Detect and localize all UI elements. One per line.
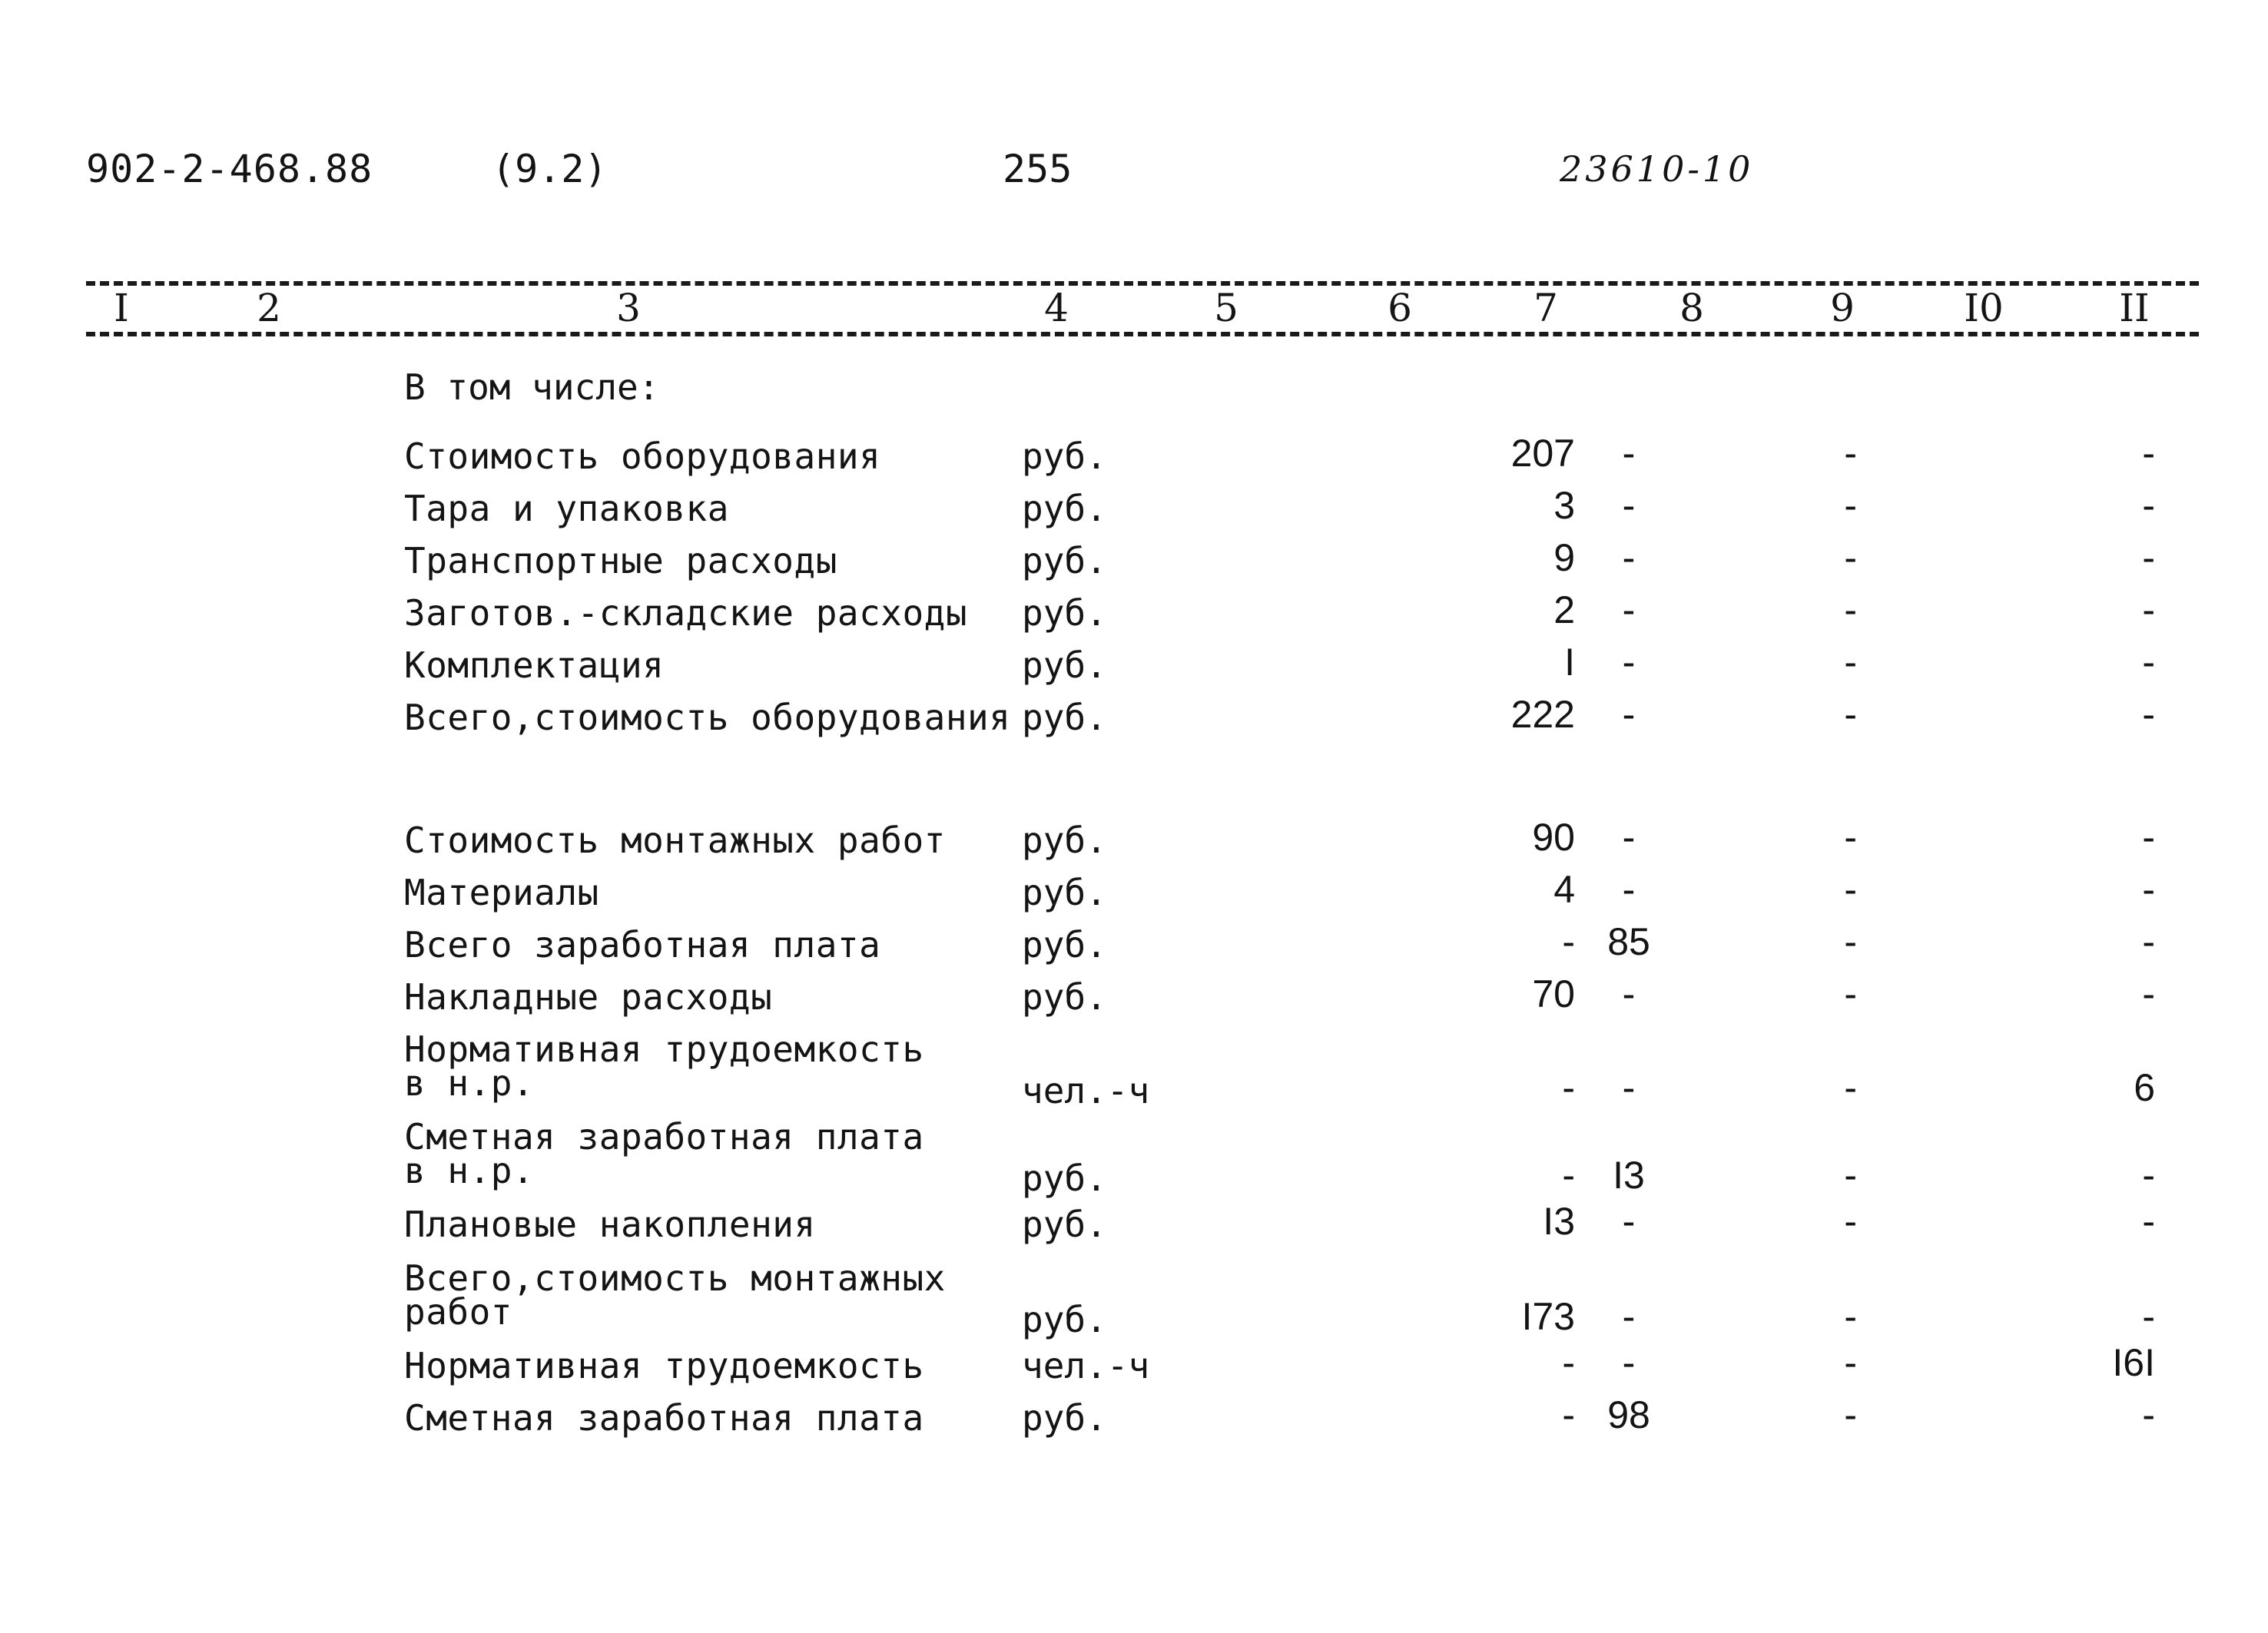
row-label: Материалы bbox=[404, 872, 599, 913]
column-number: I bbox=[114, 286, 129, 330]
row-label: Транспортные расходы bbox=[404, 540, 837, 581]
value-col-11: - bbox=[2142, 1154, 2155, 1197]
value-col-9: - bbox=[1844, 693, 1857, 736]
value-col-11: - bbox=[2142, 588, 2155, 631]
value-col-11: - bbox=[2142, 693, 2155, 736]
row-label: Всего,стоимость оборудования bbox=[404, 697, 1011, 738]
value-col-7: 3 bbox=[1553, 484, 1575, 527]
value-col-7: - bbox=[1562, 1393, 1575, 1436]
value-col-8: - bbox=[1622, 1295, 1636, 1338]
value-col-8: - bbox=[1622, 432, 1636, 475]
value-col-11: - bbox=[2142, 641, 2155, 684]
value-col-7: 9 bbox=[1553, 536, 1575, 579]
value-col-8: - bbox=[1622, 536, 1636, 579]
value-col-9: - bbox=[1844, 588, 1857, 631]
value-col-9: - bbox=[1844, 1295, 1857, 1338]
document-code: 902-2-468.88 bbox=[86, 147, 373, 191]
value-col-9: - bbox=[1844, 1154, 1857, 1197]
row-unit: руб. bbox=[1022, 872, 1107, 913]
value-col-9: - bbox=[1844, 1393, 1857, 1436]
value-col-8: - bbox=[1622, 641, 1636, 684]
value-col-8: - bbox=[1622, 484, 1636, 527]
value-col-8: - bbox=[1622, 868, 1636, 911]
value-col-7: 70 bbox=[1532, 972, 1575, 1015]
row-label: Всего,стоимость монтажных bbox=[404, 1257, 946, 1299]
column-header-bottom-rule bbox=[86, 332, 2199, 336]
row-unit: руб. bbox=[1022, 1158, 1107, 1199]
value-col-7: I3 bbox=[1543, 1200, 1575, 1243]
column-number: 7 bbox=[1534, 286, 1558, 330]
row-label: Накладные расходы bbox=[404, 976, 773, 1018]
value-col-9: - bbox=[1844, 1200, 1857, 1243]
value-col-7: - bbox=[1562, 1154, 1575, 1197]
row-label-continuation: работ bbox=[404, 1291, 512, 1333]
row-label: Заготов.-складские расходы bbox=[404, 592, 968, 634]
section-number: (9.2) bbox=[492, 147, 608, 191]
value-col-7: 222 bbox=[1510, 693, 1575, 736]
value-col-11: - bbox=[2142, 432, 2155, 475]
value-col-7: I bbox=[1564, 641, 1575, 684]
value-col-7: - bbox=[1562, 920, 1575, 963]
value-col-11: - bbox=[2142, 484, 2155, 527]
row-unit: руб. bbox=[1022, 1299, 1107, 1340]
value-col-9: - bbox=[1844, 484, 1857, 527]
row-label: Тара и упаковка bbox=[404, 488, 729, 529]
column-number: II bbox=[2119, 286, 2150, 330]
value-col-11: I6I bbox=[2112, 1341, 2155, 1384]
page-number: 255 bbox=[1003, 147, 1073, 191]
row-unit: руб. bbox=[1022, 1204, 1107, 1245]
section-intro: В том числе: bbox=[404, 366, 660, 408]
value-col-11: 6 bbox=[2134, 1066, 2155, 1109]
row-unit: руб. bbox=[1022, 820, 1107, 861]
value-col-7: - bbox=[1562, 1066, 1575, 1109]
value-col-7: 90 bbox=[1532, 816, 1575, 859]
row-label-continuation: в н.р. bbox=[404, 1062, 535, 1104]
row-label-continuation: в н.р. bbox=[404, 1150, 535, 1191]
value-col-9: - bbox=[1844, 432, 1857, 475]
value-col-11: - bbox=[2142, 1393, 2155, 1436]
column-number: 3 bbox=[616, 286, 641, 330]
row-unit: чел.-ч bbox=[1022, 1345, 1150, 1386]
value-col-9: - bbox=[1844, 1066, 1857, 1109]
value-col-7: - bbox=[1562, 1341, 1575, 1384]
column-number: I0 bbox=[1964, 286, 2004, 330]
row-label: Всего заработная плата bbox=[404, 924, 881, 966]
row-label: Нормативная трудоемкость bbox=[404, 1345, 924, 1386]
value-col-8: - bbox=[1622, 1200, 1636, 1243]
column-header-top-rule bbox=[86, 281, 2199, 286]
value-col-8: - bbox=[1622, 588, 1636, 631]
row-label: Плановые накопления bbox=[404, 1204, 816, 1245]
value-col-8: - bbox=[1622, 693, 1636, 736]
value-col-11: - bbox=[2142, 1295, 2155, 1338]
row-unit: руб. bbox=[1022, 436, 1107, 477]
row-unit: руб. bbox=[1022, 540, 1107, 581]
row-unit: руб. bbox=[1022, 592, 1107, 634]
value-col-9: - bbox=[1844, 536, 1857, 579]
column-number: 5 bbox=[1214, 286, 1238, 330]
row-unit: руб. bbox=[1022, 644, 1107, 686]
value-col-7: I73 bbox=[1521, 1295, 1575, 1338]
value-col-11: - bbox=[2142, 868, 2155, 911]
row-label: Сметная заработная плата bbox=[404, 1397, 924, 1439]
row-unit: руб. bbox=[1022, 924, 1107, 966]
value-col-11: - bbox=[2142, 1200, 2155, 1243]
column-number: 6 bbox=[1388, 286, 1412, 330]
row-label: Стоимость оборудования bbox=[404, 436, 881, 477]
value-col-7: 2 bbox=[1553, 588, 1575, 631]
value-col-9: - bbox=[1844, 868, 1857, 911]
value-col-9: - bbox=[1844, 972, 1857, 1015]
value-col-7: 207 bbox=[1510, 432, 1575, 475]
handwritten-id: 23610-10 bbox=[1560, 148, 1754, 190]
value-col-7: 4 bbox=[1553, 868, 1575, 911]
value-col-8: I3 bbox=[1613, 1154, 1645, 1197]
value-col-9: - bbox=[1844, 641, 1857, 684]
row-unit: руб. bbox=[1022, 697, 1107, 738]
value-col-11: - bbox=[2142, 972, 2155, 1015]
value-col-9: - bbox=[1844, 816, 1857, 859]
row-label: Стоимость монтажных работ bbox=[404, 820, 946, 861]
row-label: Нормативная трудоемкость bbox=[404, 1028, 924, 1070]
row-unit: руб. bbox=[1022, 488, 1107, 529]
value-col-8: - bbox=[1622, 1066, 1636, 1109]
value-col-8: 85 bbox=[1607, 920, 1650, 963]
value-col-9: - bbox=[1844, 920, 1857, 963]
row-label: Комплектация bbox=[404, 644, 665, 686]
row-unit: руб. bbox=[1022, 976, 1107, 1018]
value-col-11: - bbox=[2142, 536, 2155, 579]
column-number: 9 bbox=[1830, 286, 1855, 330]
value-col-8: - bbox=[1622, 972, 1636, 1015]
column-number: 2 bbox=[257, 286, 281, 330]
value-col-9: - bbox=[1844, 1341, 1857, 1384]
value-col-8: - bbox=[1622, 816, 1636, 859]
column-number: 4 bbox=[1044, 286, 1069, 330]
row-unit: чел.-ч bbox=[1022, 1070, 1150, 1111]
row-label: Сметная заработная плата bbox=[404, 1116, 924, 1158]
value-col-8: - bbox=[1622, 1341, 1636, 1384]
column-number: 8 bbox=[1679, 286, 1704, 330]
row-unit: руб. bbox=[1022, 1397, 1107, 1439]
value-col-8: 98 bbox=[1607, 1393, 1650, 1436]
value-col-11: - bbox=[2142, 920, 2155, 963]
value-col-11: - bbox=[2142, 816, 2155, 859]
